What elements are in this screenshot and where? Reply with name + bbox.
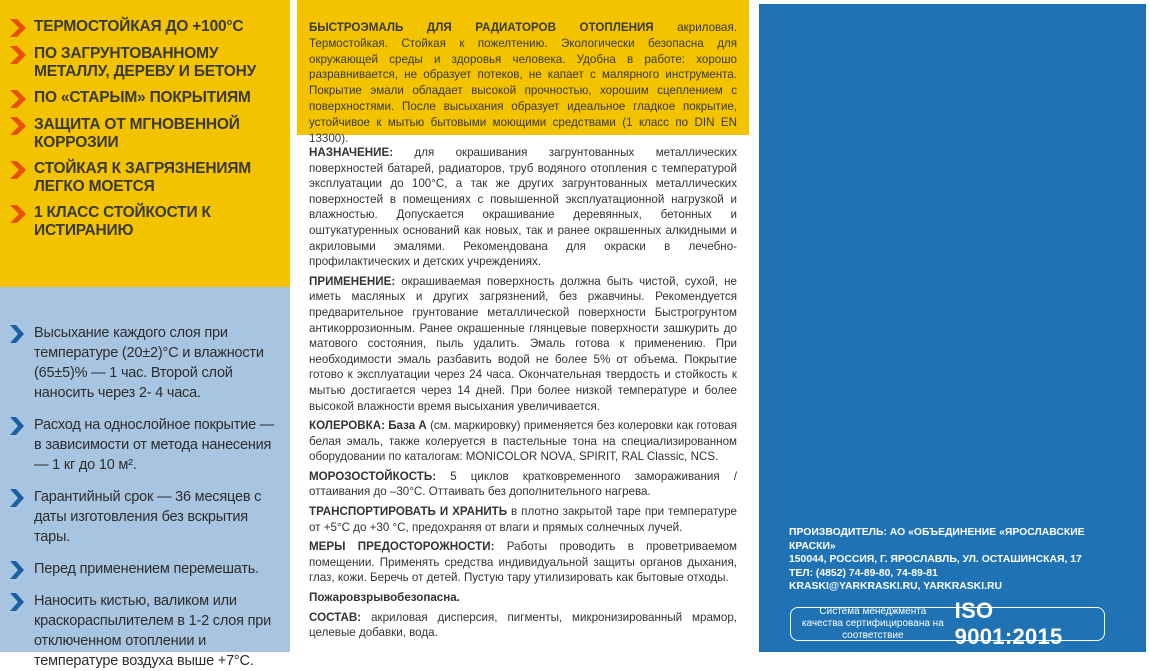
section-text: Работы проводить в проветриваемом помещении. Применять средства индивидуальной защиты органов дыхания, глаз, кожи. Беречь от детей. Пустую тару утилизировать как бытовые отходы.: [309, 540, 737, 585]
section-frost: [309, 469, 737, 500]
iso-caption: Система менеджмента качества сертифицирована на соответствие: [801, 606, 944, 641]
intro-text: акриловая. Термостойкая. Стойкая к пожелтению. Экологически безопасна для окружающей среды и здоровья человека. Удобна в работе: хорошо разравнивается, не образует потеков, не капает с малярного инструмента. Покрытие эмали обладает высокой прочностью, хорошим сцеплением с поверхностями. После высыхания образует идеальное гладкое покрытие, устойчивое к мытью бытовыми моющими средствами (1 класс по DIN EN 13300).: [309, 21, 737, 145]
feature-text: 1 КЛАСС СТОЙКОСТИ К ИСТИРАНИЮ: [34, 204, 211, 239]
intro-title: БЫСТРОЭМАЛЬ ДЛЯ РАДИАТОРОВ ОТОПЛЕНИЯ: [309, 21, 654, 34]
iso-standard: ISO 9001:2015: [954, 598, 1063, 649]
chevron-right-icon: [10, 19, 26, 37]
section-text: акриловая дисперсия, пигменты, микронизированный мрамор, целевые добавки, вода.: [309, 610, 737, 640]
feature-text: СТОЙКАЯ К ЗАГРЯЗНЕНИЯМ ЛЕГКО МОЕТСЯ: [34, 160, 251, 195]
feature-item: [10, 18, 280, 37]
middle-column: [297, 0, 749, 652]
section-storage: [309, 504, 737, 535]
section-purpose: [309, 145, 737, 270]
note-item: [10, 487, 280, 547]
section-text: в плотно закрытой таре при температуре от +5°С до +30 °С, предохраняя от влаги и прямых солнечных лучей.: [309, 505, 737, 534]
iso-badge: [790, 598, 1105, 649]
notes-panel: [0, 287, 290, 669]
note-item: [10, 559, 280, 579]
chevron-right-icon: [10, 489, 24, 507]
section-text: 5 циклов кратковременного замораживания / оттаивания до –30°С. Оттаивать без дополнительного нагрева.: [309, 469, 737, 499]
producer-phone: ТЕЛ: (4852) 74-89-80, 74-89-81: [789, 567, 938, 579]
producer-address: 150044, РОССИЯ, Г. ЯРОСЛАВЛЬ, УЛ. ОСТАШИНСКАЯ, 17: [789, 554, 1082, 565]
section-heading: МОРОЗОСТОЙКОСТЬ:: [309, 469, 437, 483]
section-heading: КОЛЕРОВКА: База А: [309, 419, 427, 433]
feature-item: [10, 116, 280, 152]
feature-item: [10, 160, 280, 196]
producer-line: ПРОИЗВОДИТЕЛЬ: АО «ОБЪЕДИНЕНИЕ «ЯРОСЛАВСКИЕ КРАСКИ»: [789, 527, 1085, 552]
producer-email: KRASKI@YARKRASKI.RU, YARKRASKI.RU: [789, 581, 1002, 592]
producer-info: [789, 526, 1134, 594]
description-body: [297, 145, 749, 645]
feature-text: ТЕРМОСТОЙКАЯ ДО +100°С: [34, 18, 244, 35]
features-panel: [0, 0, 290, 287]
chevron-right-icon: [10, 117, 26, 135]
chevron-right-icon: [10, 561, 24, 579]
section-text: окрашиваемая поверхность должна быть чистой, сухой, не иметь масляных и других загрязнений, без ржавчины. Рекомендуется предварительное грунтование металлической поверхности Быстрогрунтом антикоррозионным. Ранее окрашенные глянцевые поверхности зашкурить до матового состояния, пыль удалить. Эмаль готова к применению. При необходимости эмаль разбавить водой не более 5% от объема. Покрытие готово к эксплуатации через 24 часа. Окончательная твердость и стойкость к мытью достигается через 14 дней. При более низкой температуре и более высокой влажности время высыхания увеличивается.: [309, 274, 737, 413]
section-text: (см. маркировку) применяется без колеровки как готовая белая эмаль, также колеруется в пастельные тона на специализированном оборудовании по каталогам: MONICOLOR NOVA, SPIRIT, RAL Classic, NCS.: [309, 419, 737, 464]
feature-text: ЗАЩИТА ОТ МГНОВЕННОЙ КОРРОЗИИ: [34, 116, 240, 151]
note-text: Гарантийный срок — 36 месяцев с даты изготовления без вскрытия тары.: [34, 489, 262, 545]
section-heading: МЕРЫ ПРЕДОСТОРОЖНОСТИ:: [309, 540, 495, 554]
section-heading: НАЗНАЧЕНИЕ:: [309, 146, 394, 159]
intro-paragraph: [309, 20, 737, 146]
chevron-right-icon: [10, 161, 26, 179]
section-tinting: [309, 418, 737, 465]
feature-item: [10, 45, 280, 81]
section-application: [309, 274, 737, 414]
feature-text: ПО ЗАГРУНТОВАННОМУ МЕТАЛЛУ, ДЕРЕВУ И БЕТОНУ: [34, 45, 257, 80]
chevron-right-icon: [10, 325, 24, 343]
note-text: Перед применением перемешать.: [34, 561, 259, 577]
chevron-right-icon: [10, 90, 26, 108]
chevron-right-icon: [10, 593, 24, 611]
note-item: [10, 591, 280, 671]
chevron-right-icon: [10, 46, 26, 64]
chevron-right-icon: [10, 417, 24, 435]
section-heading: Пожаровзрывобезопасна.: [309, 591, 460, 605]
section-safety: [309, 539, 737, 586]
left-column: [0, 0, 290, 669]
feature-item: [10, 89, 280, 108]
note-text: Наносить кистью, валиком или краскораспылителем в 1-2 слоя при отключенном отоплении и температуре воздуха выше +7°С.: [34, 593, 272, 669]
right-column: [759, 4, 1146, 652]
note-item: [10, 323, 280, 403]
section-heading: ПРИМЕНЕНИЕ:: [309, 274, 396, 288]
feature-text: ПО «СТАРЫМ» ПОКРЫТИЯМ: [34, 89, 251, 106]
note-text: Расход на однослойное покрытие — в зависимости от метода нанесения — 1 кг до 10 м².: [34, 417, 275, 473]
section-fire: [309, 590, 737, 606]
note-item: [10, 415, 280, 475]
feature-item: [10, 204, 280, 240]
section-text: для окрашивания загрунтованных металлических поверхностей батарей, радиаторов, труб водяного отопления с температурой эксплуатации до 100°С, а так же других загрунтованных металлических поверхностей в помещениях с повышенной эксплуатационной нагрузкой и влажностью. Допускается окрашивание деревянных, бетонных и оштукатуренных оснований как новых, так и ранее окрашенных алкидными и акриловыми эмалями. Рекомендована для окраски в лечебно-профилактических и детских учреждениях.: [309, 146, 737, 269]
section-heading: СОСТАВ:: [309, 610, 362, 624]
section-composition: [309, 610, 737, 641]
chevron-right-icon: [10, 205, 26, 223]
section-heading: ТРАНСПОРТИРОВАТЬ И ХРАНИТЬ: [309, 505, 508, 519]
note-text: Высыхание каждого слоя при температуре (20±2)°С и влажности (65±5)% — 1 час. Второй слой наносить через 2- 4 часа.: [34, 325, 264, 401]
intro-panel: [297, 0, 749, 145]
